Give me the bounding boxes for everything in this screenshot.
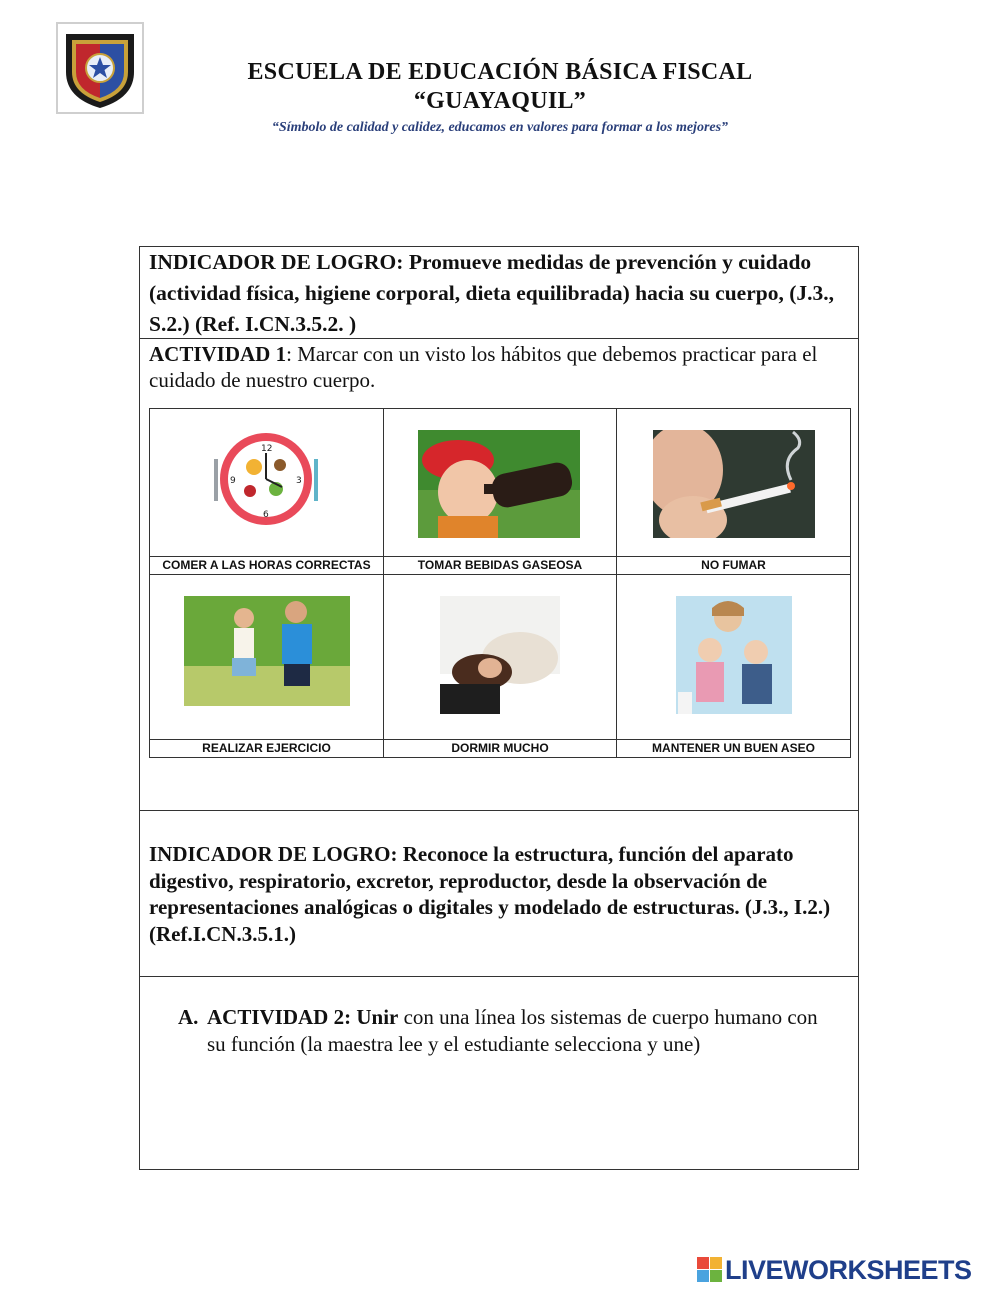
smoking-cigarette-image[interactable] [653,430,815,538]
habit-caption: REALIZAR EJERCICIO [202,741,331,755]
indicator-2-label: INDICADOR DE LOGRO: [149,842,398,866]
divider [140,810,858,811]
liveworksheets-logo-icon [697,1257,723,1283]
divider [140,338,858,339]
boy-drinking-soda-image[interactable] [418,430,580,538]
divider [140,976,858,977]
couple-running-image[interactable] [184,596,350,706]
grid-line [383,409,384,757]
school-name [0,58,1000,116]
indicator-2-text: Reconoce la estructura, función del aparato digestivo, respiratorio, excretor, reproductor, desde la observación de representaciones analógicas o digitales y modelado de estructuras. (J.3., I.2.) (Ref.I.CN.3.5.1.) [149,842,831,946]
activity-2-text: con una línea los sistemas de cuerpo humano con su función (la maestra lee y el estudiante selecciona y une) [207,1005,818,1056]
svg-text:3: 3 [296,476,302,486]
indicator-1-label: INDICADOR DE LOGRO: [149,250,404,274]
family-brushing-teeth-image[interactable] [676,596,792,714]
activity-2-marker: A. [178,1005,199,1029]
grid-line [616,409,617,757]
worksheet-frame [139,246,859,1170]
woman-sleeping-image[interactable] [440,596,560,718]
activity-2-label: ACTIVIDAD 2: [207,1005,352,1029]
habits-grid [149,408,851,758]
svg-text:9: 9 [230,476,236,486]
activity-1-label: ACTIVIDAD 1 [149,342,287,366]
svg-text:6: 6 [263,510,269,520]
habit-caption: NO FUMAR [701,558,766,572]
activity-2-verb: Unir [351,1005,399,1029]
habit-caption: MANTENER UN BUEN ASEO [652,741,815,755]
indicator-1 [149,247,849,340]
activity-1-text: : Marcar con un visto los hábitos que debemos practicar para el cuidado de nuestro cuerpo. [149,342,818,392]
indicator-1-text: Promueve medidas de prevención y cuidado (actividad física, higiene corporal, dieta equilibrada) hacia su cuerpo, (J.3., S.2.) (Ref. I.CN.3.5.2. ) [149,250,834,336]
svg-text:12: 12 [261,444,273,454]
habit-caption: DORMIR MUCHO [451,741,549,755]
liveworksheets-brand[interactable] [697,1255,972,1285]
habit-caption: COMER A LAS HORAS CORRECTAS [162,558,371,572]
brand-name: LIVEWORKSHEETS [725,1254,972,1285]
school-name-line2: “GUAYAQUIL” [413,88,587,114]
activity-1-instructions [149,341,849,393]
habit-caption: TOMAR BEBIDAS GASEOSA [417,558,583,572]
school-name-line1: ESCUELA DE EDUCACIÓN BÁSICA FISCAL [247,59,753,85]
indicator-2 [149,841,851,947]
activity-2-instructions [178,1004,838,1058]
grid-line [150,574,850,575]
school-motto: “Símbolo de calidad y calidez, educamos en valores para formar a los mejores” [271,120,729,135]
clock-plate-image[interactable] [210,431,322,527]
